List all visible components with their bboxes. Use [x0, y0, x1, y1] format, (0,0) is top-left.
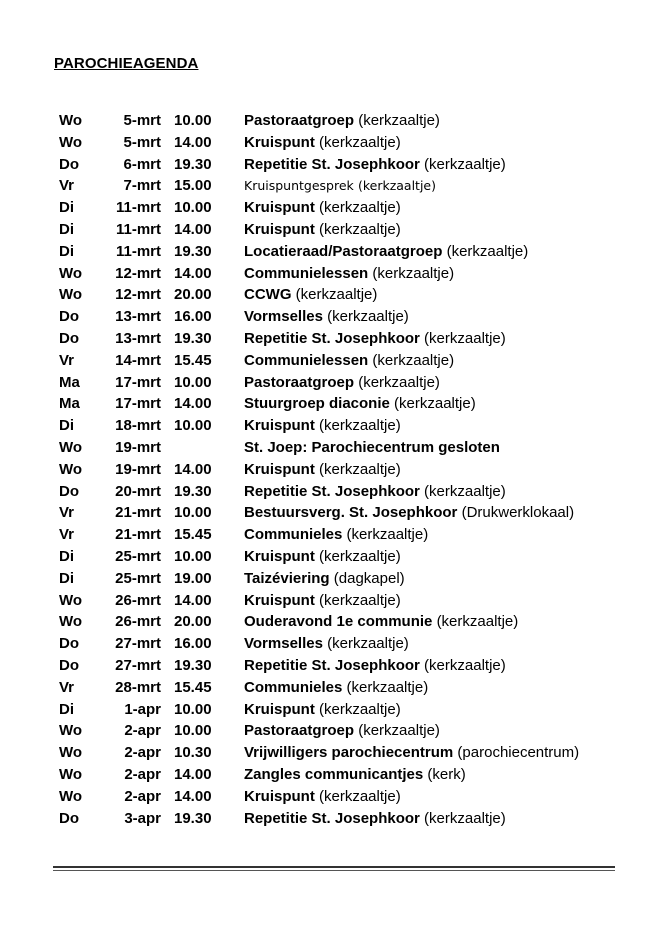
agenda-title: Pastoraatgroep — [244, 112, 355, 129]
agenda-title: Kruispunt — [244, 417, 315, 435]
footer-divider — [53, 866, 615, 871]
agenda-description — [244, 568, 405, 590]
agenda-description — [244, 241, 528, 263]
agenda-time: 19.30 — [174, 656, 212, 674]
agenda-time: 14.00 — [174, 133, 212, 151]
agenda-day: Do — [59, 308, 79, 326]
agenda-date: 11-mrt — [115, 199, 161, 217]
agenda-title: Repetitie St. Josephkoor — [244, 155, 420, 173]
agenda-location: (kerkzaaltje) — [358, 112, 440, 129]
agenda-location: (kerkzaaltje) — [327, 635, 409, 653]
agenda-time: 20.00 — [174, 613, 212, 631]
agenda-day: Di — [59, 547, 74, 565]
agenda-location: (kerkzaaltje) — [319, 220, 401, 238]
agenda-row — [0, 241, 667, 263]
agenda-date: 13-mrt — [115, 308, 161, 326]
agenda-description — [244, 350, 454, 372]
agenda-title: Repetitie St. Josephkoor — [244, 809, 420, 827]
agenda-description — [244, 764, 466, 786]
agenda-date: 12-mrt — [115, 286, 161, 304]
agenda-title: Communielessen — [244, 351, 369, 369]
agenda-row — [0, 568, 667, 590]
agenda-row — [0, 154, 667, 176]
agenda-date: 13-mrt — [115, 329, 161, 347]
agenda-time: 19.30 — [174, 809, 212, 827]
agenda-title: Vormselles — [244, 308, 323, 326]
agenda-row — [0, 764, 667, 786]
agenda-description — [244, 808, 506, 830]
agenda-date: 11-mrt — [115, 220, 161, 238]
agenda-date: 20-mrt — [115, 482, 161, 500]
agenda-day: Vr — [59, 177, 75, 195]
agenda-location: (kerkzaaltje) — [357, 178, 437, 194]
agenda-location: (kerkzaaltje) — [319, 700, 401, 718]
agenda-title: Kruispunt — [244, 700, 315, 718]
agenda-title: Taizéviering — [244, 569, 330, 587]
agenda-day: Di — [59, 199, 74, 217]
agenda-row — [0, 350, 667, 372]
agenda-title: Communieles — [244, 526, 343, 544]
agenda-row — [0, 655, 667, 677]
agenda-day: Do — [59, 635, 79, 653]
agenda-description — [244, 219, 401, 241]
agenda-title: Locatieraad/Pastoraatgroep — [244, 242, 443, 260]
agenda-description — [244, 175, 436, 197]
agenda-location: (kerkzaaltje) — [424, 329, 506, 347]
agenda-date: 19-mrt — [115, 438, 161, 456]
agenda-day: Do — [59, 656, 79, 674]
agenda-location: (kerkzaaltje) — [394, 395, 476, 413]
agenda-row — [0, 611, 667, 633]
agenda-row — [0, 219, 667, 241]
agenda-day: Vr — [59, 526, 75, 544]
agenda-date: 21-mrt — [115, 526, 161, 544]
agenda-day: Wo — [59, 765, 83, 783]
agenda-row — [0, 742, 667, 764]
agenda-date: 12-mrt — [115, 264, 161, 282]
agenda-description — [244, 132, 401, 154]
agenda-title: Kruispunt — [244, 787, 315, 805]
agenda-day: Vr — [59, 678, 75, 696]
agenda-time: 10.00 — [174, 199, 212, 217]
agenda-time: 19.30 — [174, 329, 212, 347]
agenda-title: Vrijwilligers parochiecentrum — [244, 744, 454, 762]
agenda-day: Di — [59, 242, 74, 260]
agenda-title: Kruispuntgesprek — [244, 178, 354, 194]
agenda-title: Vormselles — [244, 635, 323, 653]
agenda-date: 2-apr — [124, 787, 161, 805]
agenda-day: Wo — [59, 133, 83, 151]
agenda-row — [0, 175, 667, 197]
agenda-date: 2-apr — [124, 744, 161, 762]
agenda-title: CCWG — [244, 286, 292, 304]
agenda-time: 14.00 — [174, 787, 212, 805]
agenda-date: 17-mrt — [115, 395, 161, 413]
agenda-description — [244, 611, 518, 633]
agenda-location: (kerkzaaltje) — [346, 678, 429, 696]
agenda-date: 26-mrt — [115, 591, 161, 609]
agenda-title: Kruispunt — [244, 133, 315, 151]
agenda-location: (kerkzaaltje) — [319, 547, 401, 565]
agenda-time: 15.45 — [174, 526, 212, 544]
agenda-description — [244, 328, 506, 350]
agenda-location: (kerkzaaltje) — [424, 656, 506, 674]
agenda-row — [0, 808, 667, 830]
agenda-title: Kruispunt — [244, 460, 315, 478]
agenda-row — [0, 306, 667, 328]
agenda-time: 16.00 — [174, 635, 212, 653]
agenda-row — [0, 284, 667, 306]
agenda-row — [0, 415, 667, 437]
agenda-description — [244, 720, 440, 742]
agenda-row — [0, 372, 667, 394]
agenda-title: Pastoraatgroep — [244, 373, 355, 391]
agenda-date: 5-mrt — [123, 112, 161, 129]
agenda-time: 19.30 — [174, 482, 212, 500]
agenda-description — [244, 590, 401, 612]
agenda-location: (kerkzaaltje) — [424, 482, 506, 500]
agenda-row — [0, 590, 667, 612]
agenda-description — [244, 415, 401, 437]
agenda-row — [0, 437, 667, 459]
agenda-row — [0, 393, 667, 415]
agenda-time: 10.00 — [174, 504, 212, 522]
agenda-location: (kerkzaaltje) — [424, 809, 506, 827]
agenda-date: 11-mrt — [115, 242, 161, 260]
agenda-description — [244, 459, 401, 481]
agenda-time: 10.00 — [174, 722, 212, 740]
agenda-time: 19.00 — [174, 569, 212, 587]
agenda-location: (kerk) — [427, 765, 466, 783]
agenda-location: (kerkzaaltje) — [319, 787, 401, 805]
agenda-date: 28-mrt — [115, 678, 161, 696]
agenda-title: Repetitie St. Josephkoor — [244, 656, 420, 674]
agenda-description — [244, 786, 401, 808]
agenda-time: 15.45 — [174, 351, 212, 369]
agenda-title: Kruispunt — [244, 547, 315, 565]
agenda-date: 17-mrt — [115, 373, 161, 391]
agenda-date: 19-mrt — [115, 460, 161, 478]
agenda-description — [244, 524, 428, 546]
agenda-time: 16.00 — [174, 308, 212, 326]
agenda-day: Ma — [59, 395, 80, 413]
agenda-description — [244, 154, 506, 176]
agenda-time: 10.00 — [174, 112, 212, 129]
agenda-row — [0, 502, 667, 524]
agenda-day: Wo — [59, 591, 83, 609]
agenda-date: 25-mrt — [115, 569, 161, 587]
agenda-time: 14.00 — [174, 591, 212, 609]
agenda-description — [244, 677, 428, 699]
agenda-location: (kerkzaaltje) — [358, 722, 440, 740]
agenda-title: Kruispunt — [244, 220, 315, 238]
agenda-time: 14.00 — [174, 765, 212, 783]
agenda-location: (kerkzaaltje) — [319, 417, 401, 435]
agenda-row — [0, 720, 667, 742]
agenda-day: Wo — [59, 112, 83, 129]
agenda-title: St. Joep: Parochiecentrum gesloten — [244, 438, 500, 456]
agenda-location: (kerkzaaltje) — [436, 613, 519, 631]
agenda-date: 26-mrt — [115, 613, 161, 631]
agenda-title: Stuurgroep diaconie — [244, 395, 390, 413]
agenda-location: (kerkzaaltje) — [319, 199, 401, 217]
agenda-title: Kruispunt — [244, 591, 315, 609]
agenda-location: (kerkzaaltje) — [319, 133, 401, 151]
agenda-description — [244, 263, 454, 285]
agenda-row — [0, 110, 667, 132]
agenda-day: Wo — [59, 722, 83, 740]
agenda-description — [244, 742, 579, 764]
agenda-time: 19.30 — [174, 242, 212, 260]
agenda-location: (dagkapel) — [333, 569, 405, 587]
agenda-description — [244, 284, 377, 306]
agenda-day: Di — [59, 700, 74, 718]
agenda-title: Repetitie St. Josephkoor — [244, 329, 420, 347]
agenda-location: (kerkzaaltje) — [372, 351, 455, 369]
agenda-row — [0, 524, 667, 546]
agenda-description — [244, 481, 506, 503]
agenda-location: (kerkzaaltje) — [319, 460, 401, 478]
agenda-title: Communieles — [244, 678, 343, 696]
agenda-title: Ouderavond 1e communie — [244, 613, 433, 631]
agenda-time: 14.00 — [174, 220, 212, 238]
agenda-title: Zangles communicantjes — [244, 765, 424, 783]
agenda-day: Wo — [59, 460, 83, 478]
agenda-location: (Drukwerklokaal) — [461, 504, 575, 522]
agenda-description — [244, 655, 506, 677]
agenda-date: 6-mrt — [123, 155, 161, 173]
page-title: PAROCHIEAGENDA — [54, 55, 199, 72]
agenda-description — [244, 306, 409, 328]
agenda-day: Do — [59, 329, 79, 347]
agenda-title: Kruispunt — [244, 199, 315, 217]
agenda-day: Wo — [59, 438, 83, 456]
agenda-description — [244, 372, 440, 394]
agenda-title: Communielessen — [244, 264, 369, 282]
agenda-row — [0, 263, 667, 285]
agenda-description — [244, 110, 440, 132]
agenda-date: 5-mrt — [123, 133, 161, 151]
agenda-time: 10.00 — [174, 373, 212, 391]
agenda-row — [0, 481, 667, 503]
agenda-day: Wo — [59, 613, 83, 631]
agenda-location: (kerkzaaltje) — [319, 591, 401, 609]
agenda-day: Di — [59, 220, 74, 238]
agenda-description — [244, 502, 574, 524]
agenda-time: 15.45 — [174, 678, 212, 696]
agenda-location: (kerkzaaltje) — [295, 286, 378, 304]
agenda-day: Vr — [59, 504, 75, 522]
agenda-day: Wo — [59, 286, 83, 304]
agenda-description — [244, 633, 409, 655]
agenda-description — [244, 546, 401, 568]
agenda-date: 14-mrt — [115, 351, 161, 369]
agenda-row — [0, 677, 667, 699]
agenda-time: 20.00 — [174, 286, 212, 304]
agenda-time: 15.00 — [174, 177, 212, 195]
agenda-row — [0, 328, 667, 350]
agenda-date: 2-apr — [124, 765, 161, 783]
agenda-day: Do — [59, 482, 79, 500]
agenda-date: 21-mrt — [115, 504, 161, 522]
agenda-day: Do — [59, 155, 79, 173]
agenda-day: Vr — [59, 351, 75, 369]
agenda-description — [244, 197, 401, 219]
agenda-title: Bestuursverg. St. Josephkoor — [244, 504, 458, 522]
agenda-day: Wo — [59, 787, 83, 805]
agenda-time: 10.30 — [174, 744, 212, 762]
agenda-day: Di — [59, 417, 74, 435]
agenda-date: 25-mrt — [115, 547, 161, 565]
agenda-row — [0, 699, 667, 721]
agenda-description — [244, 437, 500, 459]
agenda-day: Di — [59, 569, 74, 587]
agenda-location: (parochiecentrum) — [457, 744, 580, 762]
agenda-row — [0, 197, 667, 219]
agenda-date: 27-mrt — [115, 635, 161, 653]
agenda-row — [0, 546, 667, 568]
agenda-row — [0, 633, 667, 655]
agenda-date: 7-mrt — [123, 177, 161, 195]
agenda-description — [244, 699, 401, 721]
agenda-title: Repetitie St. Josephkoor — [244, 482, 420, 500]
agenda-location: (kerkzaaltje) — [446, 242, 529, 260]
agenda-date: 2-apr — [124, 722, 161, 740]
agenda-location: (kerkzaaltje) — [358, 373, 440, 391]
agenda-date: 3-apr — [124, 809, 161, 827]
agenda-date: 27-mrt — [115, 656, 161, 674]
agenda-time: 19.30 — [174, 155, 212, 173]
agenda-day: Do — [59, 809, 79, 827]
agenda-location: (kerkzaaltje) — [327, 308, 409, 326]
agenda-time: 14.00 — [174, 264, 212, 282]
agenda-time: 14.00 — [174, 460, 212, 478]
agenda-time: 14.00 — [174, 395, 212, 413]
agenda-row — [0, 786, 667, 808]
agenda-location: (kerkzaaltje) — [424, 155, 506, 173]
agenda-description — [244, 393, 476, 415]
agenda-date: 1-apr — [124, 700, 161, 718]
agenda-location: (kerkzaaltje) — [346, 526, 429, 544]
agenda-date: 18-mrt — [115, 417, 161, 435]
agenda-day: Ma — [59, 373, 80, 391]
agenda-list — [0, 110, 667, 829]
agenda-title: Pastoraatgroep — [244, 722, 355, 740]
agenda-row — [0, 132, 667, 154]
agenda-location: (kerkzaaltje) — [372, 264, 455, 282]
agenda-time: 10.00 — [174, 417, 212, 435]
agenda-time: 10.00 — [174, 700, 212, 718]
agenda-row — [0, 459, 667, 481]
agenda-time: 10.00 — [174, 547, 212, 565]
agenda-day: Wo — [59, 264, 83, 282]
agenda-day: Wo — [59, 744, 83, 762]
